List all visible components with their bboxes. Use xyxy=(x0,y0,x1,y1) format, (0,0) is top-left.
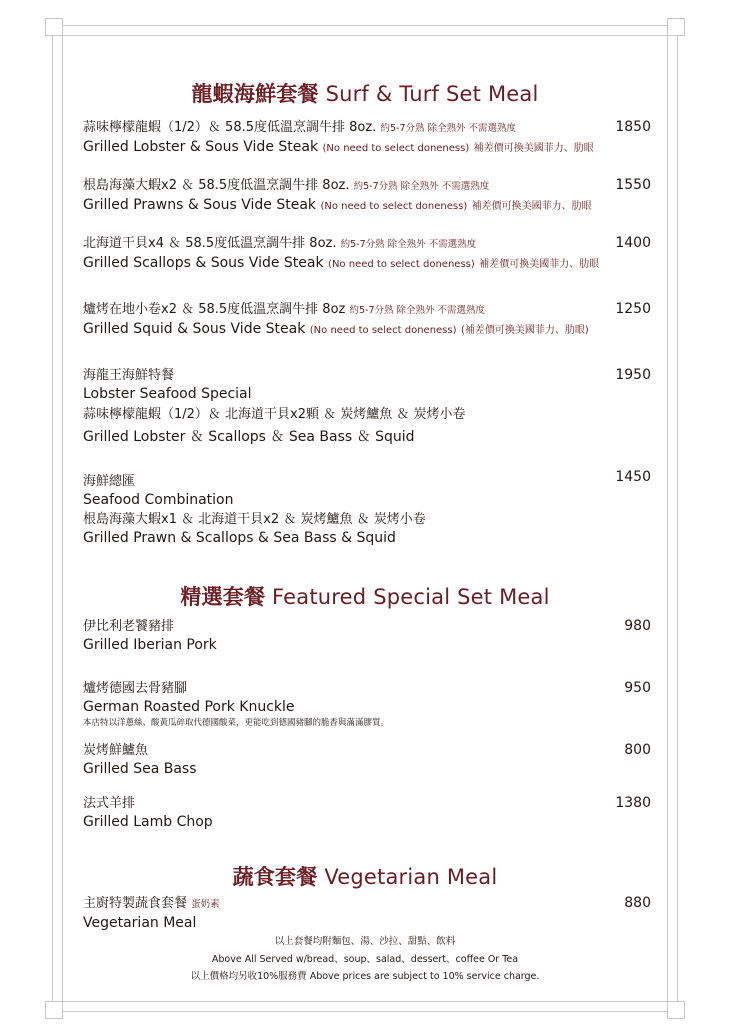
item-name-en: Grilled Sea Bass xyxy=(83,761,197,777)
item-contents-zh: 蒜味檸檬龍蝦（1/2）＆ 北海道干貝x2顆 ＆ 炭烤鱸魚 ＆ 炭烤小卷 xyxy=(83,407,466,422)
item-name-en: Lobster Seafood Special xyxy=(83,386,252,402)
item-name-en: Grilled Prawns & Sous Vide Steak (No need to select doneness) 補差價可換美國菲力、肋眼 xyxy=(83,197,592,213)
item-name-en: Grilled Iberian Pork xyxy=(83,637,217,653)
item-name-en: Grilled Lamb Chop xyxy=(83,814,213,830)
item-price: 1850 xyxy=(615,119,651,135)
item-name-zh: 根島海藻大蝦x2 ＆ 58.5度低溫烹調牛排 8oz. 約5-7分熟 除全熟外 不需選熟度 xyxy=(83,178,490,193)
item-price: 1550 xyxy=(615,177,651,193)
item-name-en: Grilled Lobster & Sous Vide Steak (No need to select doneness) 補差價可換美國菲力、肋眼 xyxy=(83,139,594,155)
item-name-zh: 法式羊排 xyxy=(83,796,136,811)
menu-item-lobster-steak xyxy=(83,119,651,158)
footer-included-en: Above All Served w/bread、soup、salad、dessert、coffee Or Tea xyxy=(211,954,519,965)
menu-item-pork-knuckle xyxy=(83,680,651,730)
menu-item-prawns-steak xyxy=(83,177,651,216)
item-description: 本店特以洋蔥絲、酸黃瓜碎取代德國酸菜，更能吃到德國豬腳的脆香與滿滿膠質。 xyxy=(83,718,390,728)
item-name-zh: 蒜味檸檬龍蝦（1/2）＆ 58.5度低溫烹調牛排 8oz. 約5-7分熟 除全熟外 不需選熟度 xyxy=(83,120,517,135)
item-price: 1450 xyxy=(615,469,651,485)
section-title-en: Featured Special Set Meal xyxy=(272,585,550,609)
item-name-zh: 炭烤鮮鱸魚 xyxy=(83,743,149,758)
section-title-en: Surf & Turf Set Meal xyxy=(325,82,539,106)
item-price: 950 xyxy=(624,680,651,696)
corner-ornament xyxy=(667,18,685,36)
section-title-vegetarian xyxy=(0,861,730,891)
item-name-zh: 海龍王海鮮特餐 xyxy=(83,368,175,383)
item-price: 1250 xyxy=(615,301,651,317)
item-contents-zh: 根島海藻大蝦x1 ＆ 北海道干貝x2 ＆ 炭烤鱸魚 ＆ 炭烤小卷 xyxy=(83,512,426,527)
item-contents-en: Grilled Lobster ＆ Scallops ＆ Sea Bass ＆ Squid xyxy=(83,429,415,445)
footer-included-zh: 以上套餐均附麵包、湯、沙拉、甜點、飲料 xyxy=(274,936,456,947)
corner-ornament xyxy=(45,18,63,36)
item-price: 1950 xyxy=(615,367,651,383)
item-name-zh: 爐烤在地小卷x2 ＆ 58.5度低溫烹調牛排 8oz 約5-7分熟 除全熟外 不需選熟度 xyxy=(83,302,486,317)
section-title-en: Vegetarian Meal xyxy=(324,865,498,889)
menu-item-scallops-steak xyxy=(83,235,651,274)
item-name-en: Seafood Combination xyxy=(83,492,234,508)
item-name-zh: 主廚特製蔬食套餐 蛋奶素 xyxy=(83,896,220,911)
menu-item-lobster-seafood-special xyxy=(83,367,651,446)
item-name-zh: 海鮮總匯 xyxy=(83,474,136,489)
item-name-en: Grilled Scallops & Sous Vide Steak (No need to select doneness) 補差價可換美國菲力、肋眼 xyxy=(83,255,600,271)
item-price: 1380 xyxy=(615,795,651,811)
section-title-zh: 精選套餐 xyxy=(180,585,266,609)
item-price: 800 xyxy=(624,742,651,758)
menu-item-sea-bass xyxy=(83,742,651,778)
item-name-zh: 伊比利老饕豬排 xyxy=(83,619,175,634)
section-title-zh: 龍蝦海鮮套餐 xyxy=(191,82,319,106)
item-name-en: German Roasted Pork Knuckle xyxy=(83,699,295,715)
menu-item-iberian-pork xyxy=(83,618,651,654)
item-price: 1400 xyxy=(615,235,651,251)
menu-item-lamb-chop xyxy=(83,795,651,831)
item-price: 980 xyxy=(624,618,651,634)
menu-item-squid-steak xyxy=(83,301,651,340)
menu-item-vegetarian-set xyxy=(83,895,651,932)
corner-ornament xyxy=(667,1001,685,1019)
section-title-surf-turf xyxy=(0,78,730,108)
item-name-en: Vegetarian Meal xyxy=(83,915,197,931)
item-name-zh: 北海道干貝x4 ＆ 58.5度低溫烹調牛排 8oz. 約5-7分熟 除全熟外 不需選熟度 xyxy=(83,236,477,251)
corner-ornament xyxy=(45,1001,63,1019)
menu-item-seafood-combination xyxy=(83,469,651,547)
item-name-en: Grilled Squid & Sous Vide Steak (No need to select doneness) (補差價可換美國菲力、肋眼) xyxy=(83,321,589,337)
section-title-featured xyxy=(0,581,730,611)
footer-service-charge: 以上價格均另收10%服務費 Above prices are subject to 10% service charge. xyxy=(190,971,540,982)
item-contents-en: Grilled Prawn & Scallops & Sea Bass & Squid xyxy=(83,530,396,546)
section-title-zh: 蔬食套餐 xyxy=(232,865,318,889)
item-price: 880 xyxy=(624,895,651,911)
item-name-zh: 爐烤德國去骨豬腳 xyxy=(83,681,188,696)
